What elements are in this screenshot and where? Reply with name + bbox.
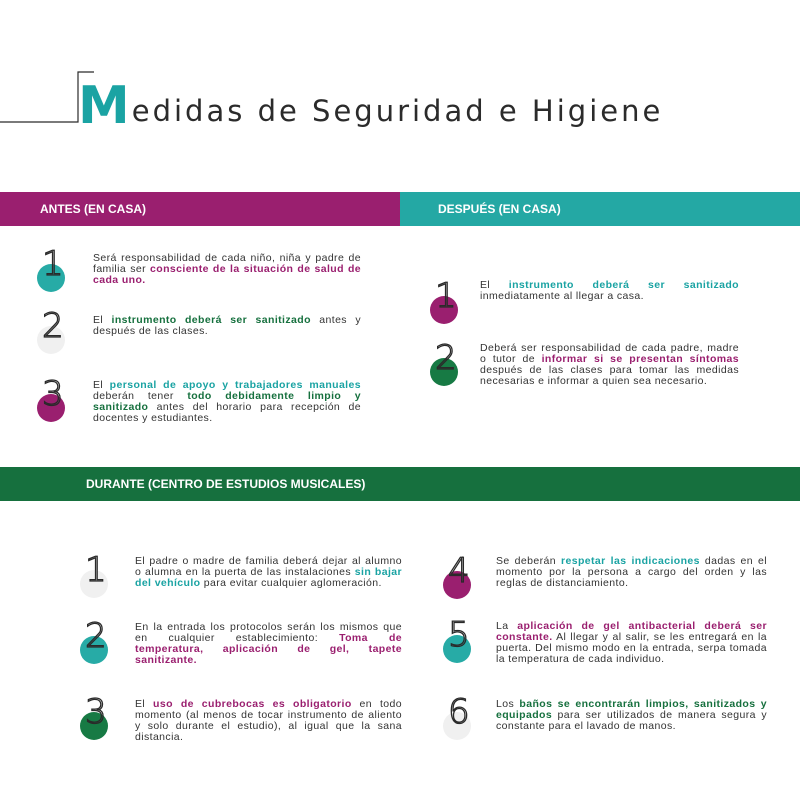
section-heading-despues: DESPUÉS (EN CASA) <box>438 202 561 216</box>
despues-item-2-text: Deberá ser responsabilidad de cada padre, madre o tutor de informar si se presentan síntomas después de las clases para tomar las medidas necesarias e informar a quien sea necesario. <box>480 342 739 387</box>
section-bar-antes <box>0 192 400 226</box>
durante-item-1-text: El padre o madre de familia deberá dejar al alumno o alumna en la puerta de las instalaciones sin bajar del vehículo para evitar cualquier aglomeración. <box>135 555 402 589</box>
durante-item-6-number <box>443 692 483 756</box>
durante-item-3-number <box>80 692 120 756</box>
durante-item-6-text: Los baños se encontrarán limpios, sanitizados y equipados para ser utilizados de manera segura y constante para el lavado de manos. <box>496 698 768 732</box>
durante-item-4-text: Se deberán respetar las indicaciones dadas en el momento por la persona a cargo del orden y las reglas de distanciamiento. <box>496 555 767 589</box>
antes-item-2-text: El instrumento deberá ser sanitizado antes y después de las clases. <box>93 314 361 337</box>
despues-item-1-text: El instrumento deberá ser sanitizado inmediatamente al llegar a casa. <box>480 279 739 302</box>
number-digit: 6 <box>448 692 470 732</box>
antes-item-3-number <box>37 374 77 438</box>
section-bar-despues <box>400 192 800 226</box>
number-digit: 5 <box>448 615 470 655</box>
durante-item-5-text: La aplicación de gel antibacterial deberá ser constante. Al llegar y al salir, se les entregará en la puerta. Del mismo modo en la entrada, serpa tomada la temperatura de cada individuo. <box>496 620 768 665</box>
page-title <box>78 76 664 136</box>
number-digit: 4 <box>448 551 470 591</box>
number-digit: 2 <box>435 338 457 378</box>
durante-item-5-number <box>443 615 483 679</box>
number-digit: 1 <box>85 550 107 590</box>
antes-item-1-number <box>37 244 77 308</box>
number-digit: 1 <box>42 244 64 284</box>
antes-item-3-text: El personal de apoyo y trabajadores manuales deberán tener todo debidamente limpio y sanitizado antes del horario para recepción de docentes y estudiantes. <box>93 379 361 424</box>
durante-item-2-number <box>80 616 120 680</box>
durante-item-3-text: El uso de cubrebocas es obligatorio en todo momento (al menos de tocar instrumento de aliento y solo durante el estudio), al igual que la sana distancia. <box>135 698 402 743</box>
section-bar-durante <box>0 467 800 501</box>
section-heading-durante: DURANTE (CENTRO DE ESTUDIOS MUSICALES) <box>86 477 366 491</box>
number-digit: 1 <box>435 276 457 316</box>
number-digit: 2 <box>42 306 64 346</box>
number-digit: 3 <box>42 374 64 414</box>
title-initial: M <box>78 76 130 136</box>
durante-item-1-number <box>80 550 120 614</box>
despues-item-2-number <box>430 338 470 402</box>
despues-item-1-number <box>430 276 470 340</box>
section-heading-antes: ANTES (EN CASA) <box>40 202 147 216</box>
durante-item-4-number <box>443 551 483 615</box>
number-digit: 3 <box>85 692 107 732</box>
number-digit: 2 <box>85 616 107 656</box>
durante-item-2-text: En la entrada los protocolos serán los mismos que en cualquier establecimiento: Toma de temperatura, aplicación de gel, tapete sanitizante. <box>135 621 402 666</box>
antes-item-2-number <box>37 306 77 370</box>
antes-item-1-text: Será responsabilidad de cada niño, niña y padre de familia ser consciente de la situación de salud de cada uno. <box>93 252 362 286</box>
title-rest: edidas de Seguridad e Higiene <box>131 94 664 128</box>
